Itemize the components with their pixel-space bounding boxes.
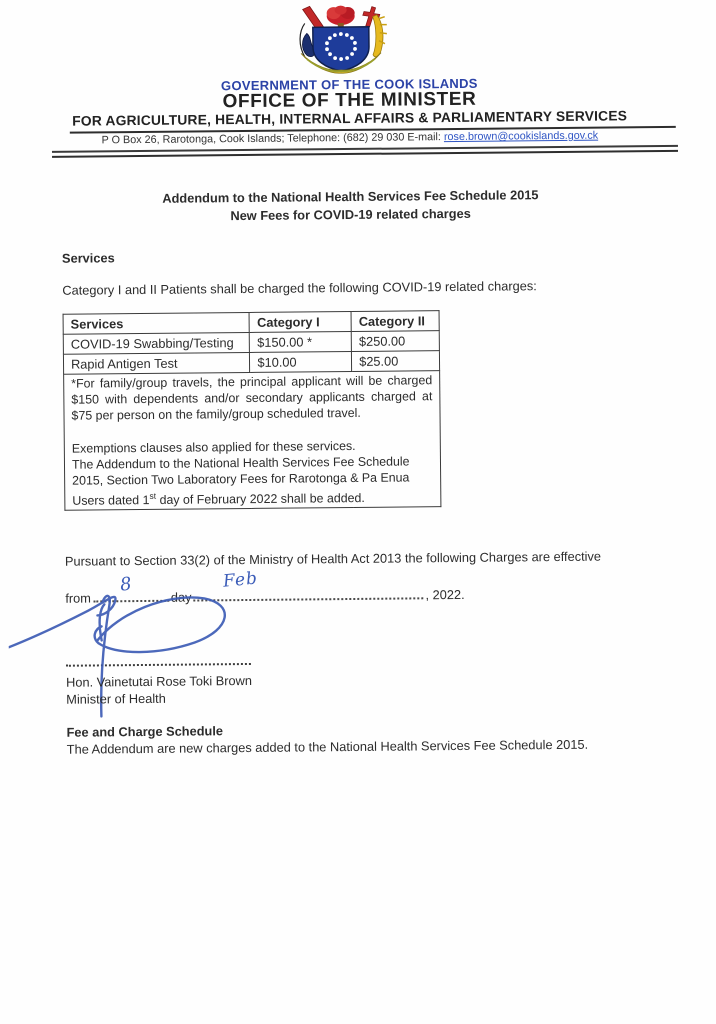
intro-paragraph: Category I and II Patients shall be charged the following COVID-19 related charges: bbox=[62, 278, 537, 298]
service-name: COVID-19 Swabbing/Testing bbox=[63, 332, 250, 354]
ordinal-superscript: st bbox=[149, 490, 157, 501]
exemptions-note: Exemptions clauses also applied for these services. bbox=[71, 438, 356, 456]
day-label: day bbox=[170, 589, 192, 605]
document-title-line1: Addendum to the National Health Services Fee Schedule 2015 bbox=[162, 187, 539, 206]
category1-fee: $150.00 * bbox=[250, 331, 352, 352]
fee-table bbox=[63, 310, 442, 511]
from-label: from bbox=[65, 590, 91, 606]
cook-islands-coat-of-arms-icon bbox=[293, 3, 390, 80]
category1-fee: $10.00 bbox=[250, 351, 352, 372]
addendum-note bbox=[72, 453, 433, 509]
category2-fee: $250.00 bbox=[351, 331, 439, 352]
col-header-services: Services bbox=[63, 312, 250, 334]
department-line: FOR AGRICULTURE, HEALTH, INTERNAL AFFAIRS & PARLIAMENTARY SERVICES bbox=[72, 108, 628, 129]
services-heading: Services bbox=[61, 250, 115, 266]
col-header-category1: Category I bbox=[249, 311, 351, 332]
document-title-line2: New Fees for COVID-19 related charges bbox=[230, 205, 471, 224]
office-title: OFFICE OF THE MINISTER bbox=[222, 88, 477, 113]
addendum-note-text: The Addendum to the National Health Services Fee Schedule 2015, Section Two Laboratory Fees for Rarotonga & Pa Enua Users dated 1 bbox=[71, 454, 410, 508]
year-suffix: , 2022. bbox=[425, 586, 465, 603]
contact-text: P O Box 26, Rarotonga, Cook Islands; Telephone: (682) 29 030 E-mail: bbox=[101, 131, 444, 147]
handwritten-month-value: Feb bbox=[222, 568, 259, 592]
fee-schedule-heading: Fee and Charge Schedule bbox=[66, 723, 224, 740]
government-line: GOVERNMENT OF THE COOK ISLANDS bbox=[220, 75, 478, 94]
signatory-name: Hon. Vainetutai Rose Toki Brown bbox=[66, 672, 253, 690]
table-note-cell bbox=[64, 371, 441, 511]
category2-fee: $25.00 bbox=[352, 351, 440, 372]
footnote-text: *For family/group travels, the principal applicant will be charged $150 with dependents and/or secondary applicants charged at $75 per person on the family/group scheduled travel. bbox=[71, 373, 433, 423]
signatory-title: Minister of Health bbox=[66, 690, 166, 707]
fee-schedule-text: The Addendum are new charges added to the National Health Services Fee Schedule 2015. bbox=[66, 736, 589, 757]
service-name: Rapid Antigen Test bbox=[63, 352, 250, 374]
col-header-category2: Category II bbox=[351, 311, 439, 332]
email-link[interactable]: rose.brown@cookislands.gov.ck bbox=[443, 129, 599, 144]
pursuant-paragraph: Pursuant to Section 33(2) of the Ministry of Health Act 2013 the following Charges are effective bbox=[64, 548, 602, 569]
table-note-row bbox=[64, 371, 441, 511]
handwritten-day-value: 8 bbox=[118, 573, 133, 596]
addendum-note-text: day of February 2022 shall be added. bbox=[156, 490, 365, 507]
